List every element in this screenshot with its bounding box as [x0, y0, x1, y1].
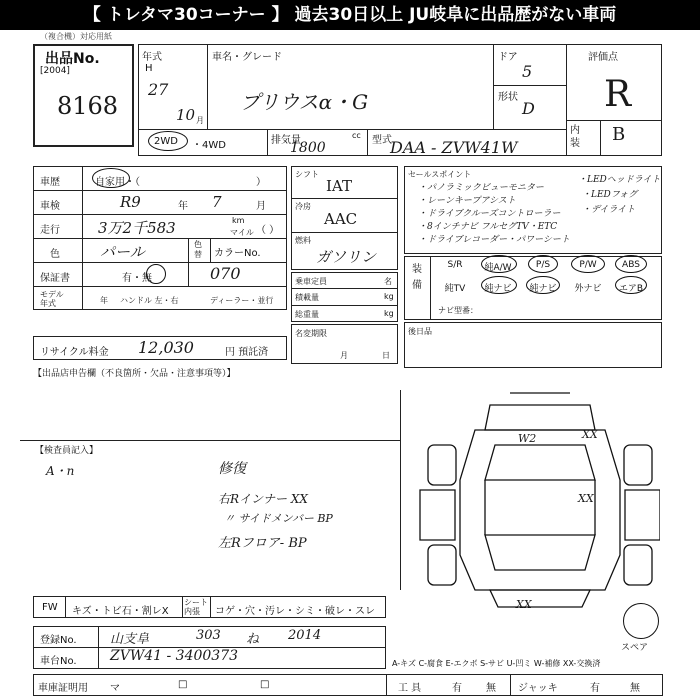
- month-unit: 月: [196, 116, 204, 125]
- inspection-month-unit: 月: [256, 201, 266, 212]
- spare-label: スペア: [621, 643, 649, 653]
- spare-tire-icon: [623, 603, 659, 639]
- sales-point-4: ・8インチナビ フルセグTV・ETC: [418, 222, 558, 232]
- garage-cert-label: 車庫証明用: [38, 683, 88, 694]
- tools-have: 有: [452, 683, 462, 694]
- mark-w2: W2: [518, 432, 537, 445]
- model-year-unit: 年: [100, 296, 108, 305]
- displacement-value: 1800: [290, 140, 326, 156]
- inspection-year-unit: 年: [178, 201, 188, 212]
- recycle-unit: 円 預託済: [225, 347, 269, 358]
- chassis-label: 車台No.: [40, 656, 77, 667]
- inspector-note-2: 右Rインナー XX: [218, 492, 308, 506]
- lot-label: 出品No.: [45, 51, 100, 67]
- fw-sheet: シート内張: [184, 598, 208, 616]
- recycle-value: 12,030: [138, 338, 194, 357]
- year-label: 年式: [142, 52, 162, 63]
- mileage-unit-mile: マイル: [230, 228, 254, 237]
- equip-ps: P/S: [535, 260, 551, 270]
- equip-pw: P/W: [579, 260, 597, 270]
- sales-point-right-2: ・LEDフォグ: [582, 190, 638, 200]
- equip-navi-circle: [481, 276, 517, 294]
- equip-ps-circle: [528, 255, 558, 273]
- change-date-month: 月: [340, 351, 348, 360]
- chassis-value: ZVW41 - 3400373: [110, 648, 239, 664]
- mark-xx-3: XX: [516, 598, 532, 611]
- jack-none: 無: [630, 683, 640, 694]
- check-box: □: [178, 679, 188, 690]
- color-code: 070: [210, 264, 241, 283]
- equipment-label: 装備: [412, 264, 422, 291]
- equip-navi2-circle: [526, 276, 560, 294]
- displacement-label: 排気量: [271, 135, 301, 146]
- dealer: ディーラー・並行: [210, 296, 274, 305]
- shift-value: IAT: [326, 177, 352, 195]
- inspector-note-a: A・n: [46, 464, 75, 478]
- inspection-label: 車検: [40, 201, 60, 212]
- sales-points-title: セールスポイント: [408, 170, 472, 179]
- lot-year-tag: [2004]: [40, 66, 70, 76]
- legend: A-キズ C-腐食 E-エクボ S-サビ U-凹ミ W-補修 XX-交換済: [392, 659, 601, 668]
- sub-header: （複合機）対応用紙: [40, 32, 112, 41]
- inspection-year: R9: [120, 193, 141, 211]
- car-name-label: 車名・グレード: [212, 52, 282, 63]
- weight-unit: kg: [384, 309, 394, 318]
- doors-label: ドア: [498, 52, 518, 63]
- weight-label: 総重量: [295, 310, 319, 319]
- later-items-block: [404, 322, 662, 368]
- warranty-value: 有・無: [122, 273, 152, 284]
- shape-label: 形状: [498, 92, 518, 103]
- shift-label: シフト: [295, 170, 319, 179]
- registration-class: 303: [196, 628, 221, 643]
- history-label: 車歴: [40, 177, 60, 188]
- inspector-note-1: 修復: [218, 461, 246, 477]
- jack-have: 有: [590, 683, 600, 694]
- warranty-label: 保証書: [40, 273, 70, 284]
- inspector-title: 【検査員記入】: [35, 446, 99, 456]
- change-date-day: 日: [382, 351, 390, 360]
- car-body-diagram: [410, 385, 660, 615]
- drive-circle: [148, 131, 188, 151]
- score-label: 評価点: [588, 52, 618, 63]
- color-label: 色: [50, 249, 60, 260]
- fuel-value: ガソリン: [316, 248, 377, 266]
- navi-model: ナビ型番：: [438, 306, 478, 315]
- sales-point-right-3: ・デイライト: [582, 205, 636, 215]
- color-value: パール: [100, 243, 145, 261]
- equip-ext-navi: 外ナビ: [574, 284, 602, 294]
- history-options: 自家用・（: [95, 177, 140, 188]
- year-era: H: [145, 63, 153, 74]
- registration-region: 山支阜: [110, 632, 150, 647]
- shape-value: D: [522, 99, 535, 118]
- mileage-label: 走行: [40, 225, 60, 236]
- change-date-label: 名変期限: [295, 329, 327, 338]
- model-value: DAA - ZVW41W: [390, 138, 518, 157]
- bottom-row: [33, 674, 663, 696]
- mileage-unit-km: km: [232, 216, 245, 225]
- jack-label: ジャッキ: [518, 683, 558, 694]
- equip-abs-circle: [615, 255, 647, 273]
- sales-point-right-1: ・LEDヘッドライト: [578, 175, 661, 185]
- month-value: 10: [176, 106, 196, 124]
- fuel-label: 燃料: [295, 236, 311, 245]
- capacity-label: 乗車定員: [295, 277, 327, 286]
- equip-alloy: 純A/W: [484, 263, 512, 273]
- interior-value: B: [612, 124, 626, 145]
- history-close: ）: [256, 177, 266, 188]
- seller-notes-title: 【出品店申告欄（不良箇所・欠品・注意事項等）】: [33, 369, 236, 379]
- inspection-month: 7: [212, 193, 222, 211]
- color-code-label: カラーNo.: [214, 248, 261, 259]
- equip-abs: ABS: [622, 260, 640, 270]
- aircon-label: 冷房: [295, 202, 311, 211]
- equip-airbag: エアB: [618, 284, 644, 294]
- sales-point-1: ・パノラミックビューモニター: [418, 183, 544, 193]
- equip-tv: 純TV: [444, 284, 466, 294]
- tools-none: 無: [486, 683, 496, 694]
- registration-label: 登録No.: [40, 635, 77, 646]
- mileage-paren: （ ）: [256, 225, 280, 236]
- later-items-label: 後日品: [408, 327, 432, 336]
- equip-pw-circle: [571, 255, 605, 273]
- displacement-unit: cc: [352, 131, 361, 140]
- equip-navi2: 純ナビ: [529, 284, 557, 294]
- model-label: 型式: [372, 135, 392, 146]
- capacity-unit: 名: [384, 277, 392, 286]
- inspector-note-4: 左Rフロア- BP: [218, 536, 307, 551]
- equip-navi: 純ナビ: [484, 284, 512, 294]
- fw-items: キズ・トビ石・割レX: [72, 606, 169, 617]
- check-box-2: □: [260, 679, 270, 690]
- registration-num: 2014: [288, 628, 322, 643]
- equip-alloy-circle: [481, 255, 517, 273]
- color-change-label: 色替: [194, 240, 202, 259]
- load-label: 積載量: [295, 293, 319, 302]
- aircon-value: AAC: [324, 210, 358, 228]
- handle: ハンドル 左・右: [120, 296, 179, 305]
- sales-point-2: ・レーンキープアシスト: [418, 196, 516, 206]
- drive-2wd: 2WD: [154, 136, 178, 147]
- banner: 【 トレタマ30コーナー 】 過去30日以上 JU岐阜に出品歴がない車両: [0, 0, 700, 30]
- load-unit: kg: [384, 292, 394, 301]
- model-year-label: モデル年式: [40, 290, 64, 308]
- garage-cert-mark: マ: [110, 683, 120, 694]
- fw-label: FW: [42, 602, 58, 613]
- tools-label: 工 具: [398, 683, 422, 694]
- equip-sr: S/R: [447, 260, 463, 270]
- doors-value: 5: [522, 62, 533, 81]
- recycle-label: リサイクル料金: [40, 347, 109, 358]
- registration-kana: ね: [246, 632, 260, 647]
- drive-4wd: ・4WD: [192, 140, 226, 151]
- sales-point-5: ・ドライブレコーダー・パワーシート: [418, 235, 570, 245]
- score-value: R: [604, 74, 632, 115]
- warranty-circle: [146, 264, 166, 284]
- equip-airbag-circle: [615, 276, 647, 294]
- fw-items2: コゲ・穴・汚レ・シミ・破レ・スレ: [215, 606, 375, 617]
- car-name-value: プリウスα・G: [240, 90, 369, 114]
- mark-xx-1: XX: [582, 428, 598, 441]
- mark-xx-2: XX: [578, 492, 594, 505]
- year-value: 27: [148, 80, 169, 99]
- sales-point-3: ・ドライブクルーズコントローラー: [418, 209, 561, 219]
- interior-label: 内装: [570, 125, 580, 149]
- inspector-note-3: 〃 サイドメンバー BP: [224, 512, 333, 525]
- lot-number: 8168: [57, 92, 119, 120]
- mileage-value: 3万2千583: [98, 219, 176, 237]
- history-circle: [92, 168, 130, 188]
